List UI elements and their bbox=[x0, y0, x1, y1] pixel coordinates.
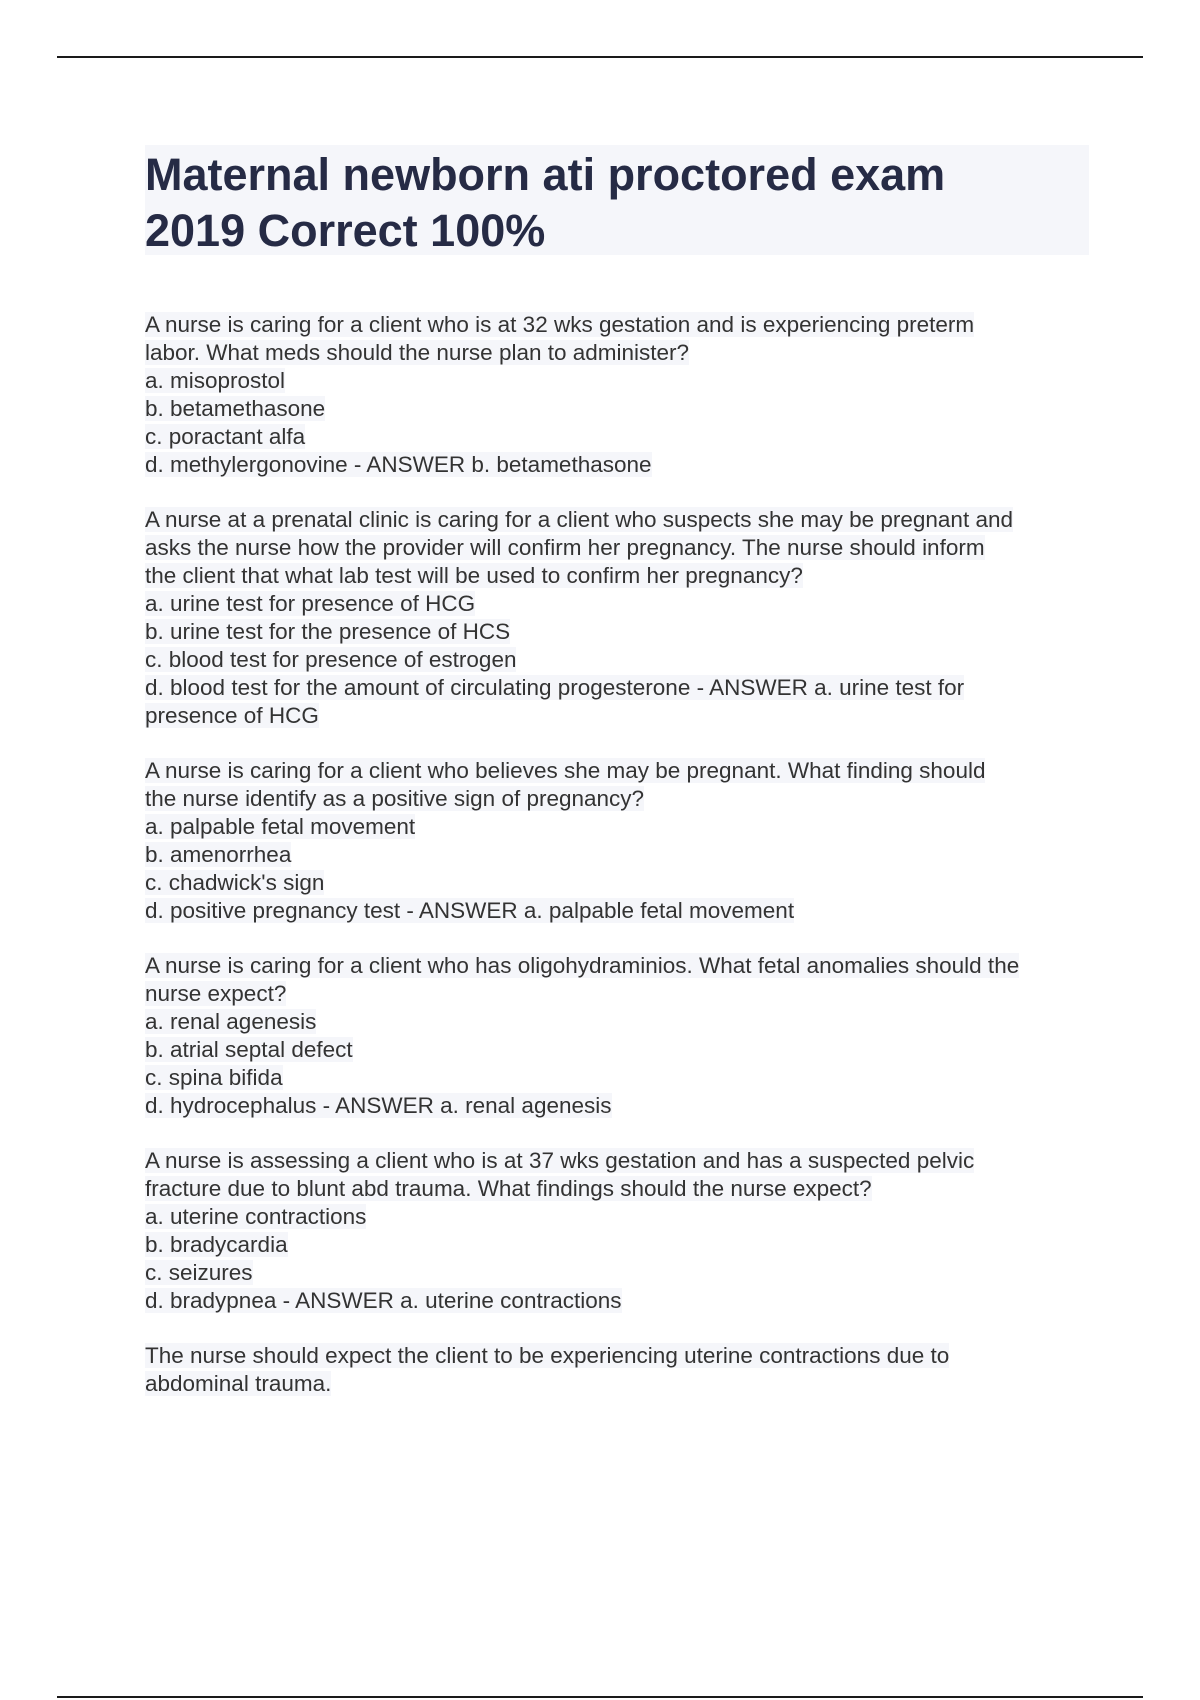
question-text-line: A nurse is caring for a client who has oligohydraminios. What fetal anomalies should the bbox=[145, 953, 1020, 978]
title-line-1: Maternal newborn ati proctored exam bbox=[145, 149, 946, 200]
answer-option-with-answer: d. bradypnea - ANSWER a. uterine contractions bbox=[145, 1288, 622, 1313]
title-line-2: 2019 Correct 100% bbox=[145, 205, 546, 256]
answer-option: b. amenorrhea bbox=[145, 842, 292, 867]
question-block-3 bbox=[145, 757, 1090, 925]
question-text-line: the client that what lab test will be used to confirm her pregnancy? bbox=[145, 563, 803, 588]
answer-option-with-answer: d. positive pregnancy test - ANSWER a. palpable fetal movement bbox=[145, 898, 795, 923]
title-block bbox=[145, 145, 1089, 255]
answer-option-with-answer: d. blood test for the amount of circulating progesterone - ANSWER a. urine test for bbox=[145, 675, 965, 700]
question-text-line: fracture due to blunt abd trauma. What findings should the nurse expect? bbox=[145, 1176, 872, 1201]
answer-option: b. bradycardia bbox=[145, 1232, 288, 1257]
answer-option: a. misoprostol bbox=[145, 368, 286, 393]
answer-option: c. chadwick's sign bbox=[145, 870, 325, 895]
answer-option: c. spina bifida bbox=[145, 1065, 283, 1090]
question-block-2 bbox=[145, 506, 1090, 730]
answer-option: c. blood test for presence of estrogen bbox=[145, 647, 517, 672]
question-block-5 bbox=[145, 1147, 1090, 1315]
answer-text-continued: presence of HCG bbox=[145, 703, 319, 728]
question-text-line: nurse expect? bbox=[145, 981, 287, 1006]
question-text-line: the nurse identify as a positive sign of pregnancy? bbox=[145, 786, 645, 811]
rationale-text-line: The nurse should expect the client to be experiencing uterine contractions due to bbox=[145, 1343, 950, 1368]
answer-option: b. atrial septal defect bbox=[145, 1037, 353, 1062]
top-rule bbox=[57, 56, 1143, 58]
question-text-line: A nurse at a prenatal clinic is caring for a client who suspects she may be pregnant and bbox=[145, 507, 1013, 532]
answer-option: a. uterine contractions bbox=[145, 1204, 367, 1229]
question-block-1 bbox=[145, 311, 1090, 479]
question-text-line: A nurse is caring for a client who believes she may be pregnant. What finding should bbox=[145, 758, 986, 783]
answer-option: b. betamethasone bbox=[145, 396, 326, 421]
question-block-4 bbox=[145, 952, 1090, 1120]
answer-option: a. renal agenesis bbox=[145, 1009, 317, 1034]
question-text-line: A nurse is assessing a client who is at 37 wks gestation and has a suspected pelvic bbox=[145, 1148, 975, 1173]
answer-option: a. urine test for presence of HCG bbox=[145, 591, 476, 616]
question-text-line: A nurse is caring for a client who is at 32 wks gestation and is experiencing preterm bbox=[145, 312, 975, 337]
bottom-rule bbox=[57, 1696, 1143, 1698]
document-title bbox=[145, 147, 1089, 259]
document-body bbox=[145, 311, 1090, 1398]
answer-option: a. palpable fetal movement bbox=[145, 814, 416, 839]
answer-option: b. urine test for the presence of HCS bbox=[145, 619, 511, 644]
answer-option-with-answer: d. methylergonovine - ANSWER b. betamethasone bbox=[145, 452, 652, 477]
rationale-text-line: abdominal trauma. bbox=[145, 1371, 332, 1396]
rationale-note bbox=[145, 1342, 1090, 1398]
answer-option: c. poractant alfa bbox=[145, 424, 306, 449]
question-text-line: asks the nurse how the provider will confirm her pregnancy. The nurse should inform bbox=[145, 535, 985, 560]
question-text-line: labor. What meds should the nurse plan to administer? bbox=[145, 340, 690, 365]
answer-option: c. seizures bbox=[145, 1260, 253, 1285]
answer-option-with-answer: d. hydrocephalus - ANSWER a. renal agenesis bbox=[145, 1093, 612, 1118]
